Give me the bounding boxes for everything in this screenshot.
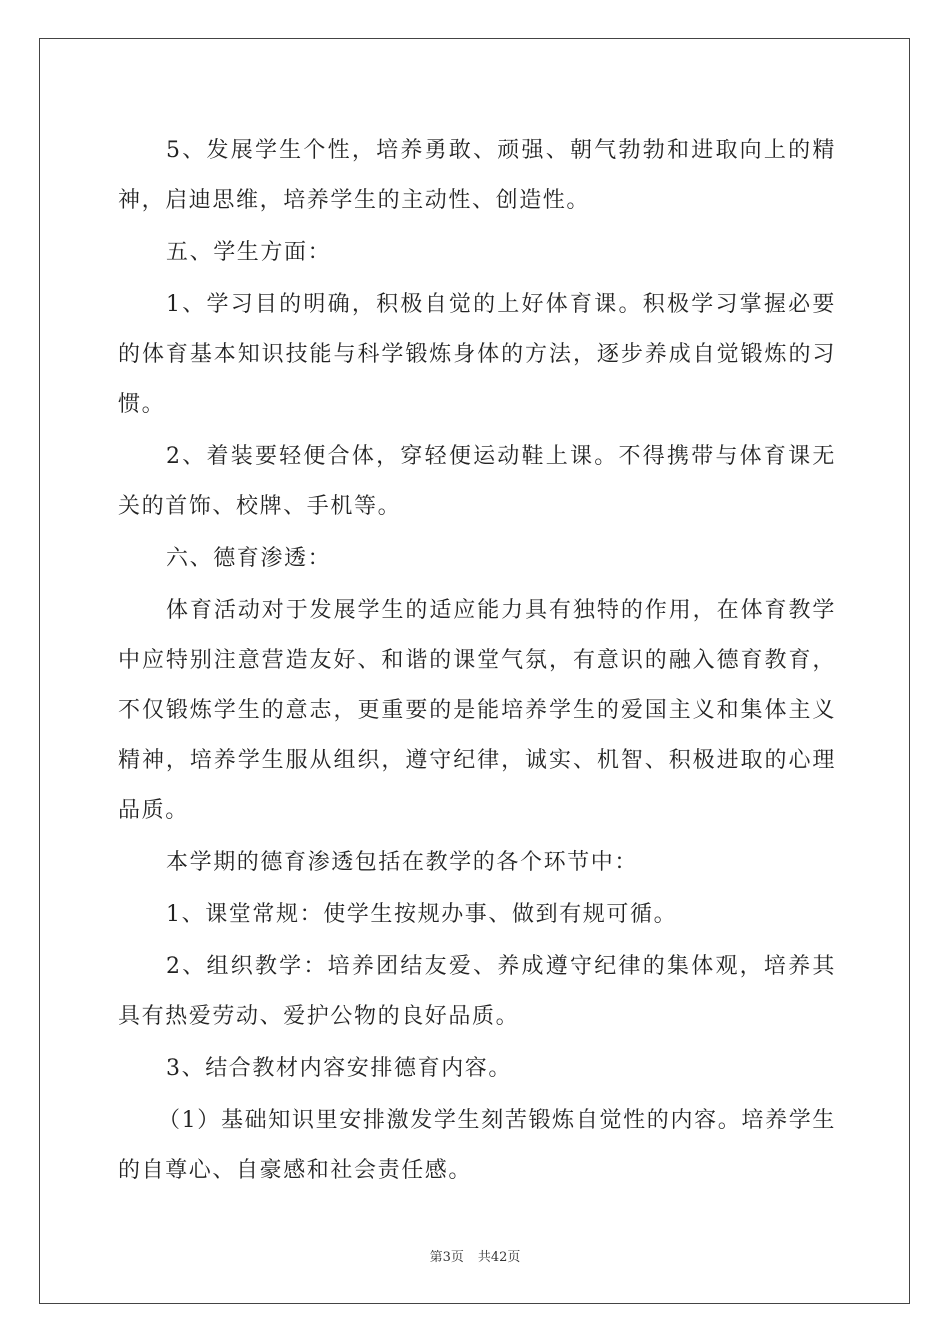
paragraph: 体育活动对于发展学生的适应能力具有独特的作用，在体育教学中应特别注意营造友好、和谐的课堂气氛，有意识的融入德育教育，不仅锻炼学生的意志，更重要的是能培养学生的爱国主义和集体主义精神，培养学生服从组织，遵守纪律，诚实、机智、积极进取的心理品质。 [118,598,836,823]
page-number: 第3页 [429,1250,464,1265]
paragraph: 1、学习目的明确，积极自觉的上好体育课。积极学习掌握必要的体育基本知识技能与科学锻炼身体的方法，逐步养成自觉锻炼的习惯。 [118,292,836,417]
document-body [118,126,836,1198]
paragraph: 本学期的德育渗透包括在教学的各个环节中： [166,850,639,875]
paragraph: （1）基础知识里安排激发学生刻苦锻炼自觉性的内容。培养学生的自尊心、自豪感和社会责任感。 [118,1108,836,1183]
paragraph: 3、结合教材内容安排德育内容。 [166,1056,512,1081]
paragraph: 2、着装要轻便合体，穿轻便运动鞋上课。不得携带与体育课无关的首饰、校牌、手机等。 [118,444,836,519]
paragraph: 5、发展学生个性，培养勇敢、顽强、朝气勃勃和进取向上的精神，启迪思维，培养学生的主动性、创造性。 [118,138,836,213]
section-heading: 六、德育渗透： [166,546,332,571]
page-total: 共42页 [477,1250,521,1265]
page-footer [0,1246,950,1265]
paragraph: 1、课堂常规：使学生按规办事、做到有规可循。 [166,902,678,927]
paragraph: 2、组织教学：培养团结友爱、养成遵守纪律的集体观，培养其具有热爱劳动、爱护公物的良好品质。 [118,954,836,1029]
section-heading: 五、学生方面： [166,240,332,265]
